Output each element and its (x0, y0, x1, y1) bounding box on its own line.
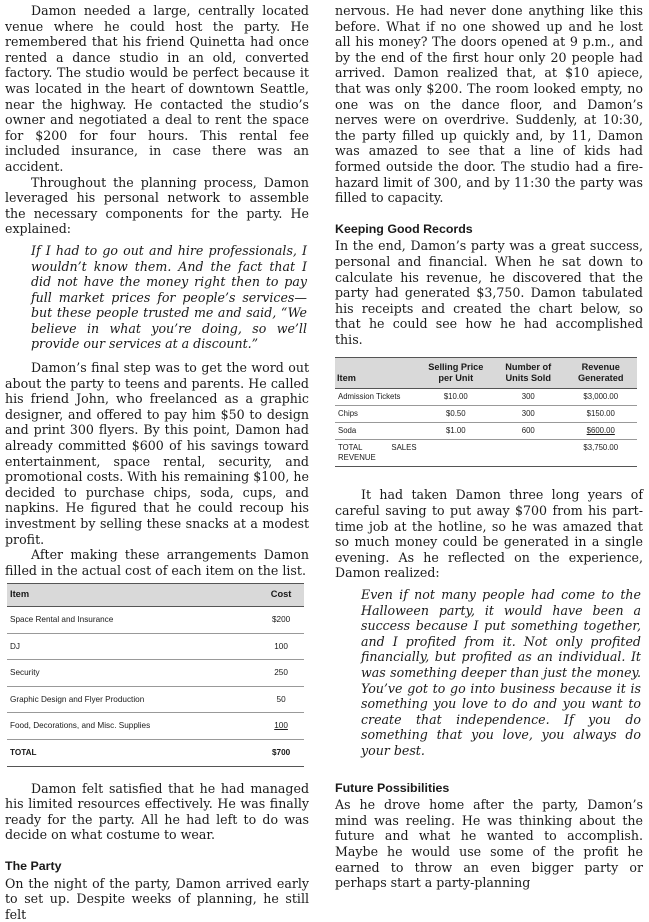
table-row (7, 686, 304, 713)
table-cell: 300 (492, 389, 564, 406)
paragraph: As he drove home after the party, Damon’s mind was reeling. He was thinking about the future and what he wanted to accomplish. Maybe he would use some of the profit he earned to throw an even bigger party or perhaps start a party-planning (335, 797, 643, 891)
table-cell: Space Rental and Insurance (7, 606, 258, 633)
block-quote: If I had to go out and hire professionals, I wouldn’t know them. And the fact that I did not have the money right then to pay full market prices for people’s services—but these people trusted me and said, “We believe in what you’re doing, so we’ll provide our services at a discount.” (31, 243, 307, 352)
paragraph: Damon felt satisfied that he had managed his limited resources effectively. He was finally ready for the party. All he had left to do was decide on what costume to wear. (5, 781, 309, 843)
sales-table (335, 357, 637, 467)
paragraph: On the night of the party, Damon arrived early to set up. Despite weeks of planning, he still felt (5, 876, 309, 922)
right-column (335, 3, 643, 891)
table-cell: $200 (258, 606, 304, 633)
section-heading: The Party (5, 859, 309, 875)
table-row (335, 406, 637, 423)
column-header: Revenue Generated (564, 358, 637, 389)
paragraph: Throughout the planning process, Damon leveraged his personal network to assemble the necessary components for the party. He explained: (5, 175, 309, 237)
table-row (7, 606, 304, 633)
table-cell: $600.00 (564, 423, 637, 440)
table-row (7, 660, 304, 687)
table-cell: $3,750.00 (564, 440, 637, 467)
table-cell: Admission Tickets (335, 389, 420, 406)
table-cell: DJ (7, 633, 258, 660)
section-heading: Future Possibilities (335, 781, 643, 797)
table-cell: $0.50 (420, 406, 492, 423)
table-cell: 300 (492, 406, 564, 423)
table-header-row (7, 584, 304, 607)
table-cell: $700 (258, 739, 304, 766)
cost-table (7, 583, 304, 766)
table-cell: 100 (258, 713, 304, 740)
paragraph: After making these arrangements Damon filled in the actual cost of each item on the list. (5, 547, 309, 578)
section-heading: Keeping Good Records (335, 222, 643, 238)
column-header: Cost (258, 584, 304, 607)
table-cell: Food, Decorations, and Misc. Supplies (7, 713, 258, 740)
table-row (335, 389, 637, 406)
paragraph: nervous. He had never done anything like this before. What if no one showed up and he lost all his money? The doors opened at 9 p.m., and by the end of the first hour only 20 people had arrived. Damon realized that, at $10 apiece, that was only $200. The room looked empty, no one was on the dance floor, and Damon’s nerves were on overdrive. Suddenly, at 10:30, the party filled up quickly and, by 11, Damon was amazed to see that a line of kids had formed outside the door. The studio had a fire-hazard limit of 300, and by 11:30 the party was filled to capacity. (335, 3, 643, 206)
left-column (5, 3, 309, 922)
column-header: Item (335, 358, 420, 389)
paragraph: Damon needed a large, centrally located venue where he could host the party. He remembered that his friend Quinetta had once rented a dance studio in an old, converted factory. The studio would be perfect because it was located in the heart of downtown Seattle, near the highway. He contacted the studio’s owner and negotiated a deal to rent the space for $200 for four hours. This rental fee included insurance, in case there was an accident. (5, 3, 309, 175)
table-cell: 600 (492, 423, 564, 440)
table-row (7, 713, 304, 740)
table-cell: TOTAL (7, 739, 258, 766)
table-cell: Chips (335, 406, 420, 423)
table-header-row (335, 358, 637, 389)
table-cell: $10.00 (420, 389, 492, 406)
paragraph: Damon’s final step was to get the word out about the party to teens and parents. He called his friend John, who freelanced as a graphic designer, and offered to pay him $50 to design and print 300 flyers. By this point, Damon had already committed $600 of his savings toward entertainment, space rental, security, and promotional costs. With his remaining $100, he decided to purchase chips, soda, cups, and napkins. He figured that he could recoup his investment by selling these snacks at a modest profit. (5, 360, 309, 547)
total-row (335, 440, 637, 467)
table-cell: Graphic Design and Flyer Production (7, 686, 258, 713)
column-header: Item (7, 584, 258, 607)
table-cell: $3,000.00 (564, 389, 637, 406)
table-cell: Security (7, 660, 258, 687)
table-row (335, 423, 637, 440)
table-row (7, 633, 304, 660)
table-cell: 100 (258, 633, 304, 660)
table-cell: TOTAL SALES REVENUE (335, 440, 420, 467)
block-quote: Even if not many people had come to the Halloween party, it would have been a success because I put something together, and I profited from it. Not only profited financially, but profited as an individual. It was something deeper than just the money. You’ve got to go into business because it is something you love to do and you want to create that independence. If you do something that you love, you always do your best. (361, 587, 641, 759)
table-cell: $150.00 (564, 406, 637, 423)
table-cell: 250 (258, 660, 304, 687)
table-cell: Soda (335, 423, 420, 440)
paragraph: In the end, Damon’s party was a great success, personal and financial. When he sat down to calculate his revenue, he discovered that the party had generated $3,750. Damon tabulated his receipts and created the chart below, so that he could see how he had accomplished this. (335, 238, 643, 347)
total-row (7, 739, 304, 766)
column-header: Selling Price per Unit (420, 358, 492, 389)
paragraph: It had taken Damon three long years of careful saving to put away $700 from his part-time job at the hotline, so he was amazed that so much money could be generated in a single evening. As he reflected on the experience, Damon realized: (335, 487, 643, 581)
column-header: Number of Units Sold (492, 358, 564, 389)
table-cell: $1.00 (420, 423, 492, 440)
table-cell: 50 (258, 686, 304, 713)
